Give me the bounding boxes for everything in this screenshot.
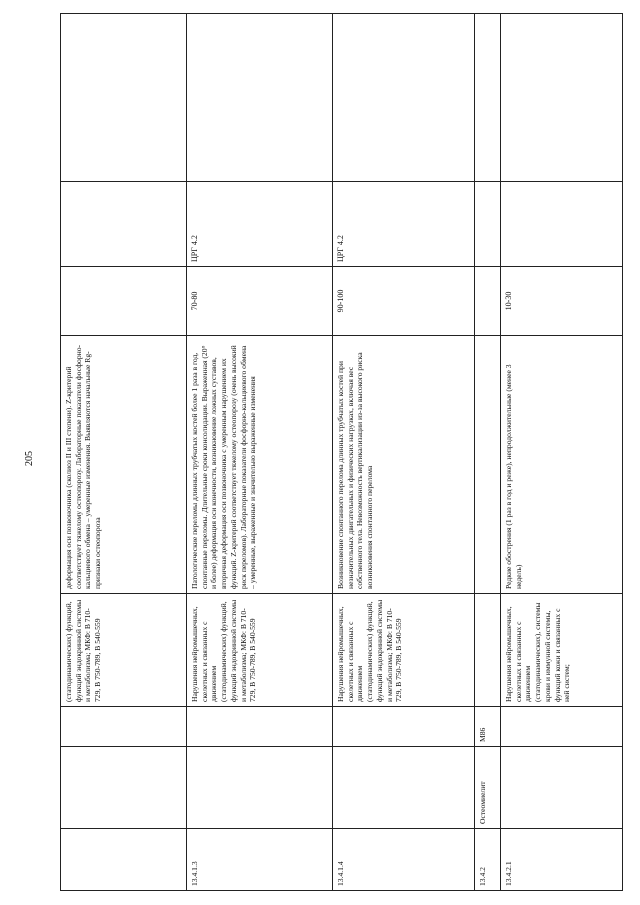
disease-name-cell: [501, 747, 623, 829]
clinical-criteria-cell: Патологические переломы длинных трубчатых костей более 1 раза в год, спонтанные переломы. Длительные сроки консолидации. Выраженная (20° и более) деформация оси конечности, возникновение ложных суставов, вторичная деформация оси позвоночника с умеренным нарушением их функций. Z-критерий соответствует тяжелому остеопорозу (очень высокий риск переломов). Лабораторные показатели фосфорно-кальциевого обмена – умеренные, выраженные и значительно выраженные изменения: [187, 336, 333, 594]
rotated-table-sheet: [60, 14, 622, 891]
evaluation-cell: [475, 182, 501, 267]
function-impairment-cell: Нарушения нейромышечных, скелетных и связанных с движением (статодинамических) функций, функций эндокринной системы и метаболизма; МКФ: В 710-729, В 750-789, В 540-559: [187, 594, 333, 707]
icd-code-cell: [333, 707, 475, 747]
disease-name-cell: [187, 747, 333, 829]
blank-cell: [475, 14, 501, 182]
disease-name-cell: [333, 747, 475, 829]
code-cell: 13.4.1.3: [187, 829, 333, 891]
disease-name-cell: [61, 747, 187, 829]
function-impairment-cell: (статодинамических) функций, функций эндокринной системы и метаболизма; МКФ: В 710-729, В 750-789, В 540-559: [61, 594, 187, 707]
clinical-criteria-cell: деформация оси позвоночника (сколиоз II и III степени). Z-критерий соответствует тяжелому остеопорозу. Лабораторные показатели фосфорно-кальциевого обмена – умеренные изменения. Выявляются начальные Rg-признаки остеопороза: [61, 336, 187, 594]
percent-cell: 90-100: [333, 267, 475, 336]
clinical-criteria-cell: [475, 336, 501, 594]
evaluation-cell: [501, 182, 623, 267]
clinical-criteria-cell: Возникновение спонтанного перелома длинных трубчатых костей при незначительных двигательных и физических нагрузках, включая вес собственного тела. Невозможность вертикализации из-за высокого риска возникновения спонтанного перелома: [333, 336, 475, 594]
code-cell: 13.4.2: [475, 829, 501, 891]
function-impairment-cell: Нарушения нейромышечных, скелетных и связанных с движением (статодинамических) функций, функций эндокринной системы и метаболизма; МКФ: В 710-729, В 750-789, В 540-559: [333, 594, 475, 707]
table-row: [61, 14, 187, 891]
blank-cell: [187, 14, 333, 182]
code-cell: 13.4.2.1: [501, 829, 623, 891]
table-row: [333, 14, 475, 891]
table-row: [187, 14, 333, 891]
disability-criteria-table: [60, 13, 623, 891]
table-row: [501, 14, 623, 891]
percent-cell: [61, 267, 187, 336]
table-row: [475, 14, 501, 891]
icd-code-cell: [501, 707, 623, 747]
icd-code-cell: [187, 707, 333, 747]
evaluation-cell: [61, 182, 187, 267]
percent-cell: 70-80: [187, 267, 333, 336]
function-impairment-cell: Нарушения нейромышечных, скелетных и связанных с движением (статодинамических), системы крови и иммунной системы, функций кожи и связанных с ней систем;: [501, 594, 623, 707]
percent-cell: [475, 267, 501, 336]
table-rotation-frame: [60, 14, 622, 891]
code-cell: [61, 829, 187, 891]
code-cell: 13.4.1.4: [333, 829, 475, 891]
function-impairment-cell: [475, 594, 501, 707]
icd-code-cell: М86: [475, 707, 501, 747]
disease-name-cell: Остеомиелит: [475, 747, 501, 829]
blank-cell: [333, 14, 475, 182]
percent-cell: 10-30: [501, 267, 623, 336]
icd-code-cell: [61, 707, 187, 747]
page-number: 205: [24, 451, 35, 466]
evaluation-cell: ЦРГ 4.2: [333, 182, 475, 267]
blank-cell: [61, 14, 187, 182]
evaluation-cell: ЦРГ 4.2: [187, 182, 333, 267]
blank-cell: [501, 14, 623, 182]
clinical-criteria-cell: Редкие обострения (1 раз в год и реже), непродолжительные (менее 3 недель): [501, 336, 623, 594]
